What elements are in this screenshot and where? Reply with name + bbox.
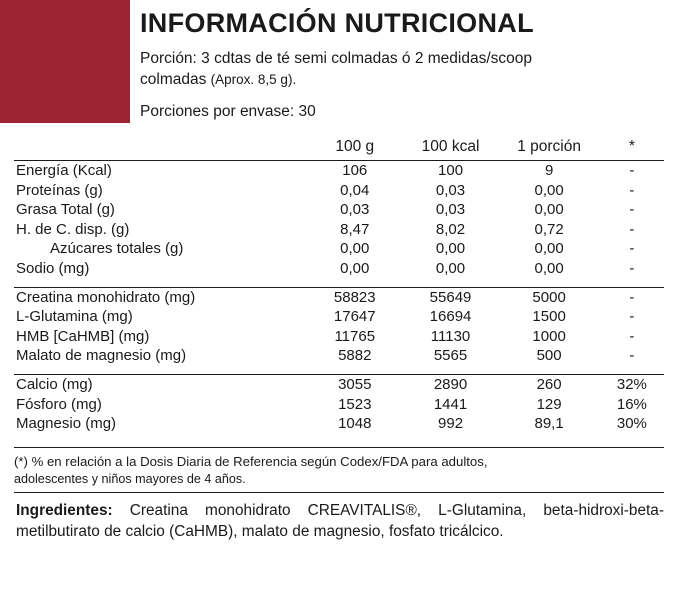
table-row [14, 239, 664, 259]
row-value-dv: - [629, 347, 635, 365]
row-value-100g: 5882 [338, 347, 372, 365]
row-value-portion: 0,00 [534, 240, 564, 258]
ingredients-section [16, 500, 664, 543]
divider-above-footnote [14, 447, 664, 448]
column-header-portion: 1 porción [517, 138, 581, 155]
row-value-100kcal: 8,02 [435, 220, 466, 238]
row-value-100kcal: 0,00 [435, 240, 466, 258]
row-value-dv: 32% [600, 374, 664, 394]
footnote-line-2: adolescentes y niños mayores de 4 años. [14, 471, 246, 486]
serving-size-text [140, 49, 668, 91]
row-value-100kcal: 0,00 [435, 259, 466, 277]
row-value-100kcal: 1441 [433, 395, 468, 413]
table-row [14, 181, 664, 201]
row-value-dv: - [629, 308, 635, 326]
row-label: HMB [CaHMB] (mg) [16, 327, 150, 345]
row-value-dv: 16% [616, 395, 647, 413]
table-row [14, 287, 664, 307]
row-value-100kcal: 2890 [403, 374, 499, 394]
table-row [14, 161, 664, 181]
row-value-100g: 0,04 [340, 181, 370, 199]
row-value-100g: 17647 [333, 308, 376, 326]
row-value-100kcal: 0,03 [435, 181, 466, 199]
servings-per-package: Porciones por envase: 30 [140, 102, 316, 120]
row-value-100g: 11765 [334, 327, 376, 345]
row-label: Creatina monohidrato (mg) [14, 287, 307, 307]
serving-approx: (Aprox. 8,5 g). [210, 71, 297, 87]
row-value-100kcal: 16694 [429, 308, 472, 326]
table-row [14, 220, 664, 240]
row-value-dv: - [629, 259, 635, 277]
serving-line-1: Porción: 3 cdtas de té semi colmadas ó 2 medidas/scoop [140, 50, 533, 68]
divider-above-ingredients [14, 492, 664, 493]
row-value-portion: 1500 [532, 308, 566, 326]
row-value-portion: 0,00 [534, 201, 564, 219]
row-label: Malato de magnesio (mg) [16, 347, 187, 365]
row-value-100g: 3055 [307, 374, 403, 394]
accent-color-block [0, 0, 130, 123]
page-title: INFORMACIÓN NUTRICIONAL [140, 8, 534, 38]
group-spacer [14, 366, 664, 375]
table-row [14, 374, 664, 394]
column-header-dv: * [628, 138, 635, 155]
row-label: L-Glutamina (mg) [16, 308, 133, 326]
row-label: Azúcares totales (g) [50, 240, 184, 258]
label-header [140, 8, 668, 121]
column-header-100g: 100 g [335, 138, 375, 155]
table-row [14, 307, 664, 327]
row-value-portion: 9 [498, 161, 599, 181]
row-label: Calcio (mg) [14, 374, 307, 394]
row-value-100g: 8,47 [340, 220, 370, 238]
row-label: Sodio (mg) [16, 259, 90, 277]
row-value-portion: 260 [498, 374, 599, 394]
ingredients-label: Ingredientes: [16, 502, 113, 519]
row-label: Fósforo (mg) [16, 395, 102, 413]
row-value-dv: - [629, 201, 635, 219]
row-value-dv: - [629, 240, 635, 258]
row-value-100g: 106 [307, 161, 403, 181]
row-value-portion: 5000 [498, 287, 599, 307]
row-value-dv: 30% [616, 415, 647, 433]
row-label: Magnesio (mg) [16, 415, 117, 433]
column-header-blank [14, 126, 307, 161]
row-value-dv: - [629, 220, 635, 238]
row-value-100g: 58823 [307, 287, 403, 307]
group-spacer [14, 279, 664, 288]
row-value-100kcal: 100 [403, 161, 499, 181]
row-value-dv: - [600, 287, 664, 307]
row-value-100g: 1048 [338, 415, 372, 433]
table-row [14, 200, 664, 220]
table-row [14, 327, 664, 347]
row-label: Grasa Total (g) [16, 201, 115, 219]
row-value-100g: 1523 [338, 395, 372, 413]
row-value-100g: 0,03 [340, 201, 370, 219]
row-value-portion: 129 [536, 395, 562, 413]
row-value-dv: - [600, 161, 664, 181]
table-row [14, 395, 664, 415]
row-value-portion: 0,72 [534, 220, 564, 238]
row-value-dv: - [629, 327, 635, 345]
row-value-dv: - [629, 181, 635, 199]
row-value-portion: 0,00 [534, 259, 564, 277]
table-row [14, 414, 664, 434]
row-value-portion: 1000 [532, 327, 566, 345]
footnote [14, 453, 664, 488]
row-value-portion: 0,00 [534, 181, 564, 199]
footnote-line-1: (*) % en relación a la Dosis Diaria de Referencia según Codex/FDA para adultos, [14, 454, 488, 469]
row-value-100kcal: 992 [438, 415, 464, 433]
row-value-100kcal: 0,03 [435, 201, 466, 219]
table-row [14, 259, 664, 279]
row-value-100g: 0,00 [340, 259, 370, 277]
row-label: Proteínas (g) [16, 181, 103, 199]
row-value-portion: 500 [536, 347, 562, 365]
serving-line-2: colmadas [140, 70, 207, 88]
table-row [14, 346, 664, 366]
row-label: H. de C. disp. (g) [16, 220, 130, 238]
table-header-row [14, 126, 664, 161]
nutrition-table [14, 126, 664, 434]
row-label: Energía (Kcal) [14, 161, 307, 181]
column-header-100kcal: 100 kcal [421, 138, 480, 155]
row-value-100g: 0,00 [340, 240, 370, 258]
row-value-100kcal: 55649 [403, 287, 499, 307]
ingredients-text: Creatina monohidrato CREAVITALIS®, L-Glutamina, beta-hidroxi-beta-metilbutirato de calcio (CaHMB), malato de magnesio, fosfato tricálcico. [16, 502, 664, 541]
row-value-portion: 89,1 [534, 415, 564, 433]
row-value-100kcal: 5565 [433, 347, 468, 365]
row-value-100kcal: 11130 [430, 327, 471, 345]
